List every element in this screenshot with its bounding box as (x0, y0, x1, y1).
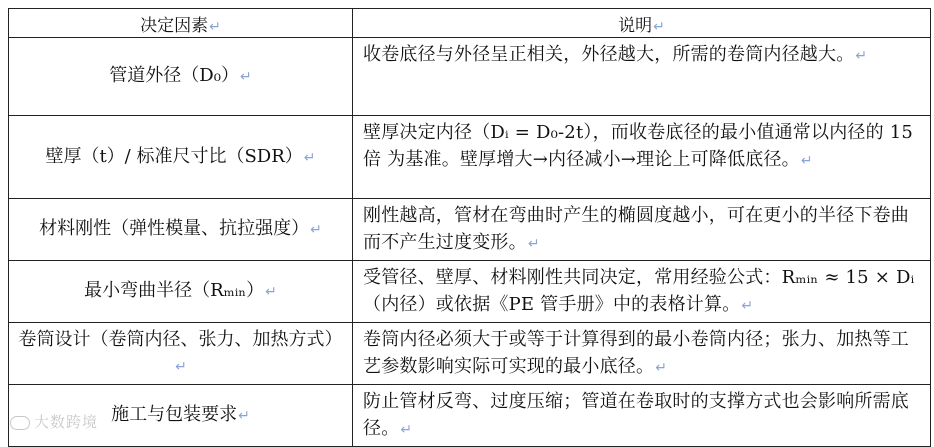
watermark-logo-icon (10, 416, 30, 430)
header-factor: 决定因素↵ (9, 9, 353, 38)
paragraph-mark-icon: ↵ (265, 284, 277, 300)
table-row (9, 116, 931, 199)
desc-cell: 受管径、壁厚、材料刚性共同决定，常用经验公式：Rₘᵢₙ ≈ 15 × Dᵢ（内径）或依据《PE 管手册》中的表格计算。↵ (353, 261, 931, 323)
factor-cell: 卷筒设计（卷筒内径、张力、加热方式）↵ (9, 323, 353, 385)
factor-cell: 最小弯曲半径（Rₘᵢₙ）↵ (9, 261, 353, 323)
paragraph-mark-icon: ↵ (653, 18, 665, 35)
desc-cell: 收卷底径与外径呈正相关，外径越大，所需的卷筒内径越大。↵ (353, 38, 931, 116)
paragraph-mark-icon: ↵ (800, 153, 813, 169)
factor-cell: 施工与包装要求↵ (9, 385, 353, 447)
paragraph-mark-icon: ↵ (238, 408, 250, 424)
table-row (9, 385, 931, 447)
factor-cell: 壁厚（t）/ 标准尺寸比（SDR）↵ (9, 116, 353, 199)
paragraph-mark-icon: ↵ (527, 236, 540, 252)
table-header-row (9, 9, 931, 38)
factor-cell: 材料刚性（弹性模量、抗拉强度）↵ (9, 199, 353, 261)
desc-cell: 刚性越高，管材在弯曲时产生的椭圆度越小，可在更小的半径下卷曲而不产生过度变形。↵ (353, 199, 931, 261)
desc-cell: 防止管材反弯、过度压缩；管道在卷取时的支撑方式也会影响所需底径。↵ (353, 385, 931, 447)
paragraph-mark-icon: ↵ (655, 360, 668, 376)
paragraph-mark-icon: ↵ (303, 149, 316, 166)
desc-cell: 壁厚决定内径（Dᵢ = D₀-2t），而收卷底径的最小值通常以内径的 15 倍 为基准。壁厚增大→内径减小→理论上可降低底径。↵ (353, 116, 931, 199)
table-row (9, 261, 931, 323)
paragraph-mark-icon: ↵ (741, 298, 754, 314)
header-desc: 说明↵ (353, 9, 931, 38)
table-row (9, 38, 931, 116)
factors-table (8, 8, 931, 447)
factor-cell: 管道外径（D₀）↵ (9, 38, 353, 116)
table-row (9, 323, 931, 385)
paragraph-mark-icon: ↵ (400, 422, 413, 438)
paragraph-mark-icon: ↵ (310, 222, 322, 238)
desc-cell: 卷筒内径必须大于或等于计算得到的最小卷筒内径；张力、加热等工艺参数影响实际可实现的最小底径。↵ (353, 323, 931, 385)
watermark: 大数跨境 (10, 411, 98, 432)
table-row (9, 199, 931, 261)
paragraph-mark-icon: ↵ (209, 18, 221, 35)
paragraph-mark-icon: ↵ (175, 359, 187, 375)
paragraph-mark-icon: ↵ (855, 48, 868, 64)
paragraph-mark-icon: ↵ (239, 69, 252, 85)
